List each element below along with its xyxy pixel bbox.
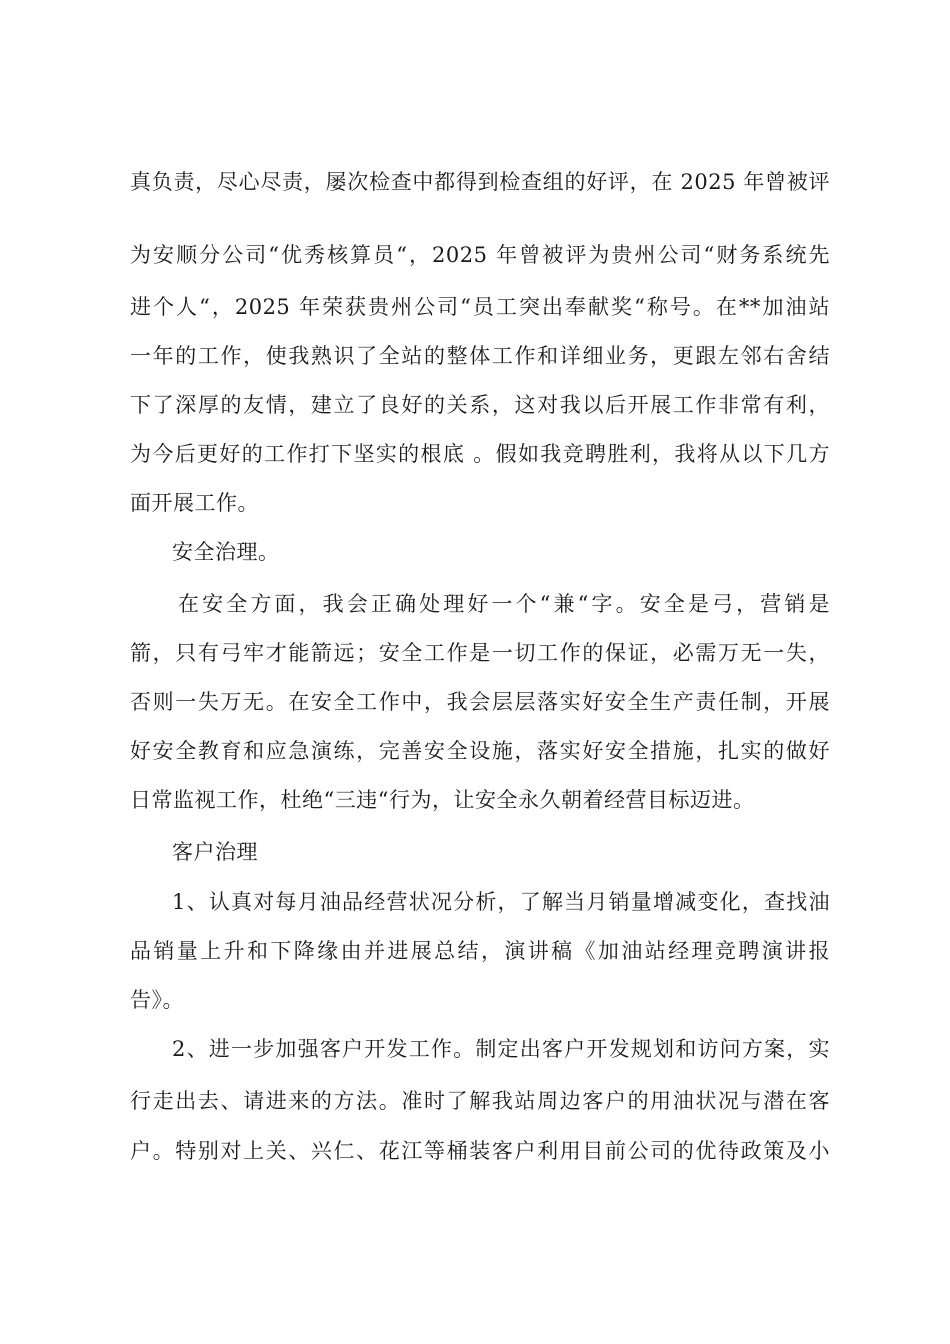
text-line: 行走出去、请进来的方法。准时了解我站周边客户的用油状况与潜在客	[130, 1089, 830, 1113]
section-heading-safety: 安全治理。	[172, 540, 280, 564]
text-line: 为安顺分公司“优秀核算员“，2025 年曾被评为贵州公司“财务系统先	[130, 243, 830, 267]
text-line: 下了深厚的友情，建立了良好的关系，这对我以后开展工作非常有利，	[130, 393, 830, 417]
text-line: 日常监视工作，杜绝“三违“行为，让安全永久朝着经营目标迈进。	[130, 788, 755, 812]
section-heading-customer: 客户治理	[172, 840, 258, 864]
text-line: 进个人“，2025 年荣获贵州公司“员工突出奉献奖“称号。在**加油站	[130, 295, 830, 319]
text-line: 箭，只有弓牢才能箭远；安全工作是一切工作的保证，必需万无一失，	[130, 641, 830, 665]
text-line: 一年的工作，使我熟识了全站的整体工作和详细业务，更跟左邻右舍结	[130, 344, 830, 368]
text-line: 在安全方面，我会正确处理好一个“兼“字。安全是弓，营销是	[178, 592, 830, 616]
text-line: 2、进一步加强客户开发工作。制定出客户开发规划和访问方案，实	[172, 1037, 830, 1061]
text-line: 告》。	[130, 988, 184, 1012]
text-line: 为今后更好的工作打下坚实的根底 。假如我竞聘胜利，我将从以下几方	[130, 442, 830, 466]
text-line: 否则一失万无。在安全工作中，我会层层落实好安全生产责任制，开展	[130, 690, 830, 714]
text-line: 面开展工作。	[130, 491, 259, 515]
text-line: 好安全教育和应急演练，完善安全设施，落实好安全措施，扎实的做好	[130, 739, 830, 763]
text-line: 户。特别对上关、兴仁、花江等桶装客户利用目前公司的优待政策及小	[130, 1139, 830, 1163]
text-line: 真负责，尽心尽责，屡次检查中都得到检查组的好评，在 2025 年曾被评	[130, 170, 830, 194]
text-line: 1、认真对每月油品经营状况分析，了解当月销量增减变化，查找油	[172, 890, 830, 914]
text-line: 品销量上升和下降缘由并进展总结，演讲稿《加油站经理竞聘演讲报	[130, 939, 830, 963]
